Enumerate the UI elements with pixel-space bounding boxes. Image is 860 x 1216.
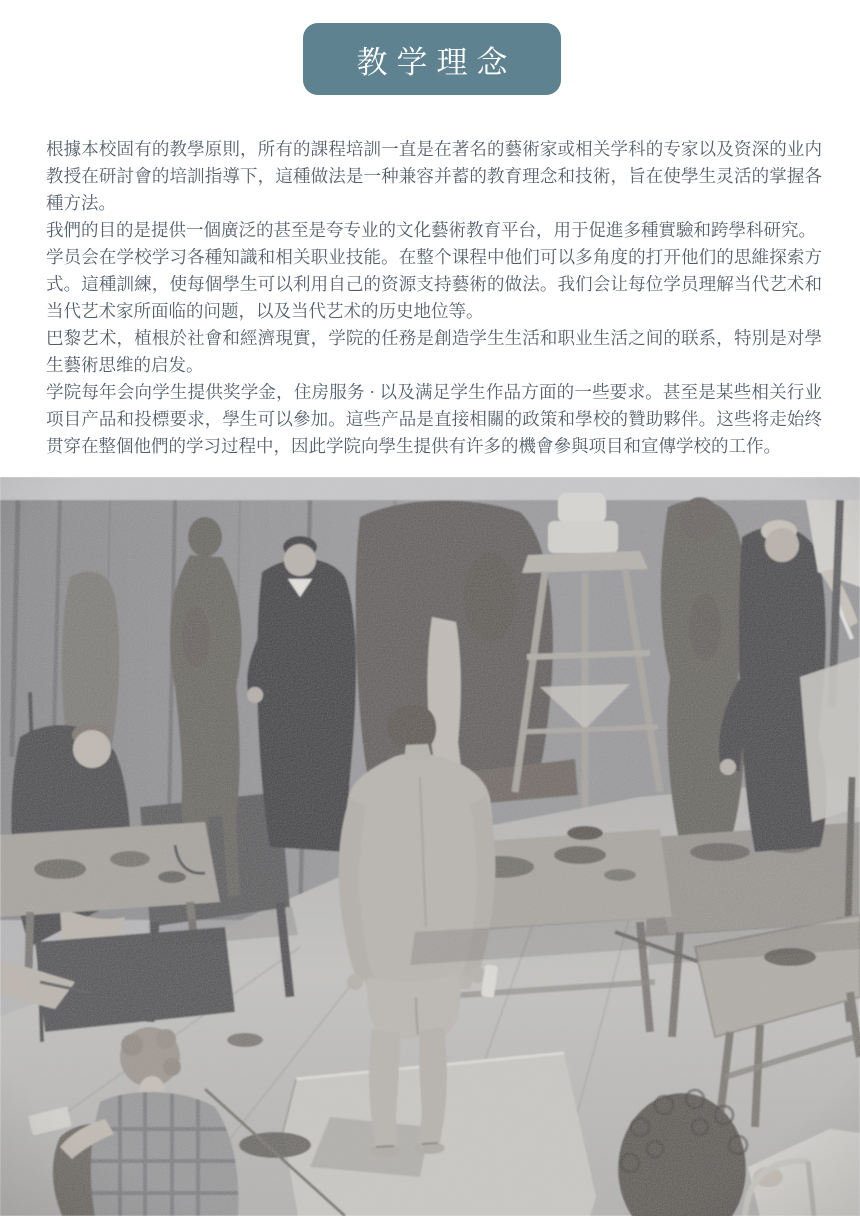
paragraph: 巴黎艺术，植根於社會和經濟現實，学院的任務是創造学生生活和职业生活之间的联系，特別是对學生藝術思维的启发。	[46, 328, 822, 375]
section-title: 教学理念	[356, 44, 517, 80]
paragraph: 学员会在学校学习各種知識和相关职业技能。在整个课程中他们可以多角度的打开他们的思維探索方式。這種訓練，使每個學生可以利用自己的资源支持藝術的做法。我们会让每位学员理解当代艺术和当代艺术家所面临的问题，以及当代艺术的历史地位等。	[46, 247, 822, 321]
paragraph: 学院每年会向学生提供奖学金，住房服务 · 以及满足学生作品方面的一些要求。甚至是某些相关行业项目产品和投標要求，學生可以參加。這些产品是直接相關的政策和學校的贊助夥伴。这些将走始终贯穿在整個他們的学习过程中，因此学院向學生提供有许多的機會參與项目和宣傳学校的工作。	[46, 382, 822, 456]
studio-photograph	[0, 477, 860, 1216]
paragraph: 我們的目的是提供一個廣泛的甚至是夸专业的文化藝術教育平台，用于促進多種實驗和跨學科研究。	[46, 220, 816, 240]
article-text	[46, 136, 822, 460]
section-title-banner	[303, 23, 561, 95]
studio-photo-art	[0, 477, 860, 1216]
vignette	[0, 477, 860, 1216]
paragraph: 根據本校固有的教學原則，所有的課程培訓一直是在著名的藝術家或相关学科的专家以及资深的业内教授在研討會的培訓指導下，這種做法是一种兼容并蓄的教育理念和技術，旨在使學生灵活的掌握各種方法。	[46, 139, 822, 213]
